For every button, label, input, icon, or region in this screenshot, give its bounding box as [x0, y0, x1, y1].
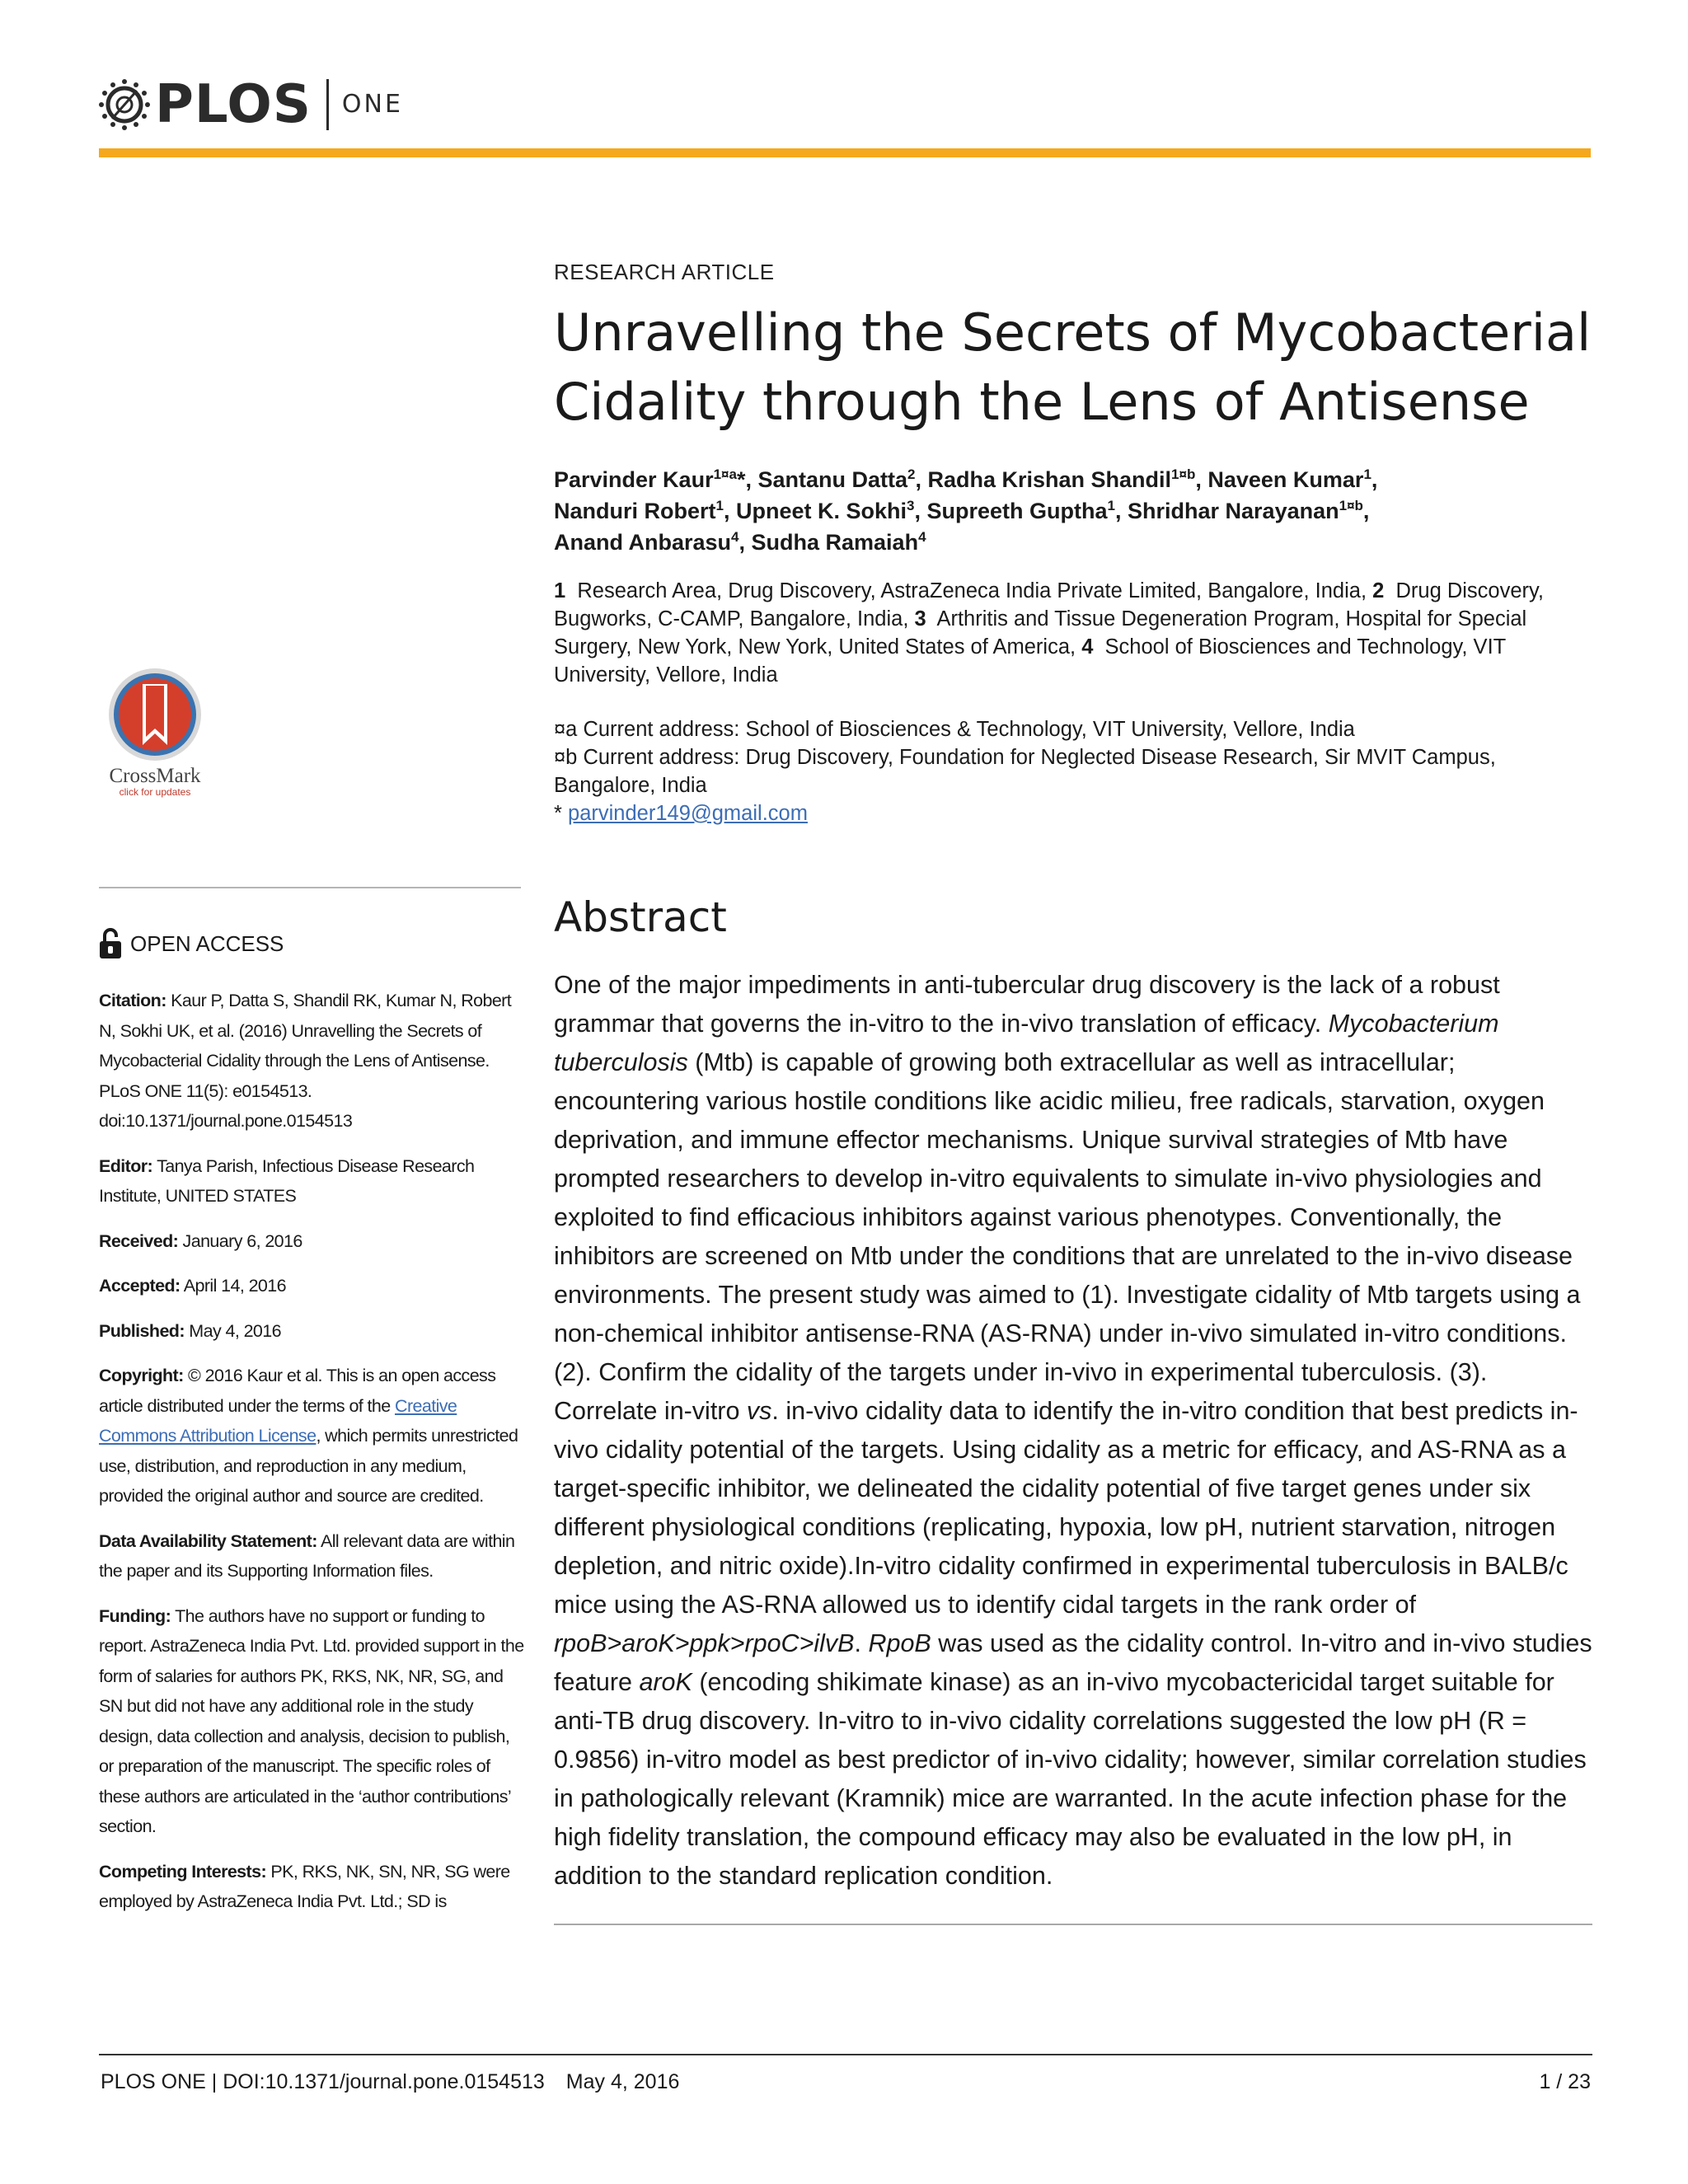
received-text: January 6, 2016	[178, 1230, 302, 1251]
author-separator: ,	[1195, 467, 1208, 492]
open-lock-icon	[99, 928, 122, 959]
footer-divider	[99, 2054, 1592, 2055]
competing-interests-label: Competing Interests:	[99, 1861, 267, 1882]
abstract-text-segment: (Mtb) is capable of growing both extracellular as well as intracellular; encountering various hostile conditions like acidic milieu, free radicals, starvation, oxygen deprivation, and immune effector mechanisms. Unique survival strategies of Mtb have prompted researchers to develop in-vitro equivalents to simulate in-vivo physiologies and exploited to find efficacious inhibitors against various phenotypes. Conventionally, the inhibitors are screened on Mtb under the conditions that are unrelated to the in-vivo disease environments. The present study was aimed to (1). Investigate cidality of Mtb targets using a non-chemical inhibitor antisense-RNA (AS-RNA) under in-vivo simulated in-vitro conditions.(2). Confirm the cidality of the targets under in-vivo in experimental tuberculosis. (3). Correlate in-vitro	[554, 1048, 1581, 1425]
title-line-2: Cidality through the Lens of Antisense	[554, 372, 1530, 432]
affiliation-number: 3	[914, 607, 926, 630]
footer-doi: PLOS ONE | DOI:10.1371/journal.pone.0154513	[101, 2070, 545, 2093]
citation-text: Kaur P, Datta S, Shandil RK, Kumar N, Robert N, Sokhi UK, et al. (2016) Unravelling the Secrets of Mycobacterial Cidality through the Lens of Antisense. PLoS ONE 11(5): e0154513. doi:10.1371/journal.pone.0154513	[99, 991, 512, 1131]
article-type: RESEARCH ARTICLE	[554, 260, 775, 284]
published-label: Published:	[99, 1320, 185, 1341]
affiliation-text: Drug Discovery, Bugworks, C-CAMP, Bangalore, India,	[554, 579, 1544, 630]
abstract-italic-term: rpoB>aroK>ppk>rpoC>ilvB	[554, 1629, 855, 1657]
accepted-text: April 14, 2016	[180, 1276, 287, 1296]
accepted-date	[99, 1271, 528, 1301]
author-name: Parvinder Kaur	[554, 467, 714, 492]
funding-text: The authors have no support or funding to report. AstraZeneca India Pvt. Ltd. provided support in the form of salaries for authors PK, RKS, NK, NR, SG, and SN but did not have any additional role in the study design, data collection and analysis, decision to publish, or preparation of the manuscript. The specific roles of these authors are articulated in the ‘author contributions’ section.	[99, 1605, 524, 1836]
crossmark-icon	[106, 666, 204, 763]
abstract-heading: Abstract	[554, 893, 727, 941]
author-name: Upneet K. Sokhi	[736, 499, 907, 523]
author-affiliation-sup: 1¤b	[1171, 466, 1196, 482]
abstract-italic-term: RpoB	[868, 1629, 931, 1657]
article-title	[554, 298, 1592, 437]
citation-label: Citation:	[99, 991, 166, 1010]
author-name: Supreeth Guptha	[926, 499, 1108, 523]
crossmark-subtext: click for updates	[119, 786, 191, 798]
crossmark-badge[interactable]	[97, 666, 213, 798]
open-access-badge	[99, 928, 284, 959]
plos-wordmark: PLOS	[155, 74, 312, 135]
author-separator: ,	[914, 499, 927, 523]
author-name: Nanduri Robert	[554, 499, 716, 523]
editor	[99, 1151, 528, 1212]
crossmark-label: CrossMark	[109, 765, 201, 787]
abstract-italic-term: Mycobacterium tuberculosis	[554, 1010, 1499, 1076]
abstract-text	[554, 966, 1596, 1896]
affiliation-text: Arthritis and Tissue Degeneration Program, Hospital for Special Surgery, New York, New York, United States of America,	[554, 607, 1527, 658]
author-separator: ,	[1115, 499, 1128, 523]
affiliations	[554, 577, 1594, 689]
received-label: Received:	[99, 1230, 179, 1251]
data-availability	[99, 1526, 528, 1586]
copyright-text: , which permits unrestricted use, distribution, and reproduction in any medium, provided the original author and source are credited.	[99, 1426, 518, 1506]
plos-logo-mark-icon	[97, 77, 152, 132]
email-link[interactable]: parvinder149@gmail.com	[568, 802, 808, 825]
author-list	[554, 464, 1592, 558]
received-date	[99, 1226, 528, 1257]
author-separator: ,	[1371, 467, 1378, 492]
published-date	[99, 1316, 528, 1347]
data-availability-text: All relevant data are within the paper and its Supporting Information files.	[99, 1530, 515, 1581]
affiliation-text: Research Area, Drug Discovery, AstraZeneca India Private Limited, Bangalore, India,	[577, 579, 1367, 602]
editor-text: Tanya Parish, Infectious Disease Research Institute, UNITED STATES	[99, 1155, 475, 1206]
author-name: Radha Krishan Shandil	[927, 467, 1172, 492]
affiliation-number: 4	[1081, 635, 1094, 658]
current-address-b: ¤b Current address: Drug Discovery, Foundation for Neglected Disease Research, Sir MVIT Campus, Bangalore, India	[554, 746, 1496, 797]
page-number: 1 / 23	[1539, 2070, 1591, 2093]
abstract-italic-term: vs	[746, 1397, 772, 1425]
editor-label: Editor:	[99, 1155, 153, 1176]
journal-name: ONE	[341, 90, 403, 119]
affiliation-number: 2	[1372, 579, 1385, 602]
author-name: Santanu Datta	[757, 467, 907, 492]
author-separator: *,	[736, 467, 758, 492]
license-link[interactable]: Creative Commons Attribution License	[99, 1395, 457, 1446]
author-separator: ,	[1362, 499, 1370, 523]
affiliation-text: School of Biosciences and Technology, VIT University, Vellore, India	[554, 635, 1506, 687]
corresponding-author	[554, 799, 1594, 827]
abstract-text-segment: One of the major impediments in anti-tubercular drug discovery is the lack of a robust grammar that governs the in-vitro to the in-vivo translation of efficacy.	[554, 971, 1500, 1038]
author-affiliation-sup: 4	[731, 529, 739, 545]
abstract-divider	[554, 1924, 1592, 1925]
author-affiliation-sup: 2	[907, 466, 916, 482]
abstract-italic-term: aroK	[639, 1668, 692, 1696]
accepted-label: Accepted:	[99, 1276, 181, 1296]
author-affiliation-sup: 4	[918, 529, 926, 545]
abstract-text-segment: (encoding shikimate kinase) as an in-vivo mycobactericidal target suitable for anti-TB drug discovery. In-vitro to in-vivo cidality correlations suggested the low pH (R = 0.9856) in-vitro model as best predictor of in-vivo cidality; however, similar correlation studies in pathologically relevant (Kramnik) mice are warranted. In the acute infection phase for the high fidelity translation, the compound efficacy may also be evaluated in the low pH, in addition to the standard replication condition.	[554, 1668, 1587, 1890]
corresponding-mark: *	[554, 802, 569, 825]
author-name: Naveen Kumar	[1207, 467, 1364, 492]
affiliation-number: 1	[554, 579, 566, 602]
footer-date: May 4, 2016	[565, 2070, 680, 2093]
funding-label: Funding:	[99, 1605, 171, 1626]
header-accent-bar	[99, 148, 1591, 157]
footer-citation	[101, 2070, 679, 2094]
author-notes	[554, 715, 1594, 827]
copyright-label: Copyright:	[99, 1366, 184, 1385]
competing-interests-text: PK, RKS, NK, SN, NR, SG were employed by AstraZeneca India Pvt. Ltd.; SD is	[99, 1861, 510, 1911]
author-separator: ,	[915, 467, 928, 492]
author-affiliation-sup: 3	[907, 498, 915, 513]
author-separator: ,	[738, 530, 752, 555]
copyright-text: © 2016 Kaur et al. This is an open access article distributed under the terms of the	[99, 1366, 496, 1416]
current-address-a: ¤a Current address: School of Biosciences & Technology, VIT University, Vellore, India	[554, 718, 1355, 741]
copyright	[99, 1361, 528, 1511]
author-affiliation-sup: 1	[1363, 466, 1372, 482]
author-name: Sudha Ramaiah	[751, 530, 919, 555]
author-affiliation-sup: 1	[1107, 498, 1115, 513]
abstract-text-segment: was used as the cidality control. In-vitro and in-vivo studies feature	[554, 1629, 1592, 1696]
funding	[99, 1601, 528, 1842]
competing-interests	[99, 1857, 528, 1917]
author-name: Anand Anbarasu	[554, 530, 732, 555]
citation	[99, 986, 528, 1137]
published-text: May 4, 2016	[184, 1320, 282, 1341]
abstract-text-segment: .	[854, 1629, 869, 1657]
author-name: Shridhar Narayanan	[1128, 499, 1339, 523]
plos-one-logo[interactable]	[97, 76, 403, 134]
abstract-text-segment: . in-vivo cidality data to identify the in-vitro condition that best predicts in-vivo cidality potential of the targets. Using cidality as a metric for efficacy, and AS-RNA as a target-specific inhibitor, we delineated the cidality potential of five target genes under six different physiological conditions (replicating, hypoxia, low pH, nutrient starvation, nitrogen depletion, and nitric oxide).In-vitro cidality confirmed in experimental tuberculosis in BALB/c mice using the AS-RNA allowed us to identify cidal targets in the rank order of	[554, 1397, 1578, 1619]
article-metadata	[99, 986, 528, 1932]
author-affiliation-sup: 1	[715, 498, 724, 513]
data-availability-label: Data Availability Statement:	[99, 1530, 317, 1551]
author-affiliation-sup: 1¤a	[713, 466, 737, 482]
sidebar-divider	[99, 887, 521, 888]
author-separator: ,	[723, 499, 736, 523]
open-access-label: OPEN ACCESS	[130, 930, 284, 956]
author-affiliation-sup: 1¤b	[1339, 498, 1363, 513]
title-line-1: Unravelling the Secrets of Mycobacterial	[554, 302, 1592, 363]
logo-divider	[326, 79, 329, 130]
